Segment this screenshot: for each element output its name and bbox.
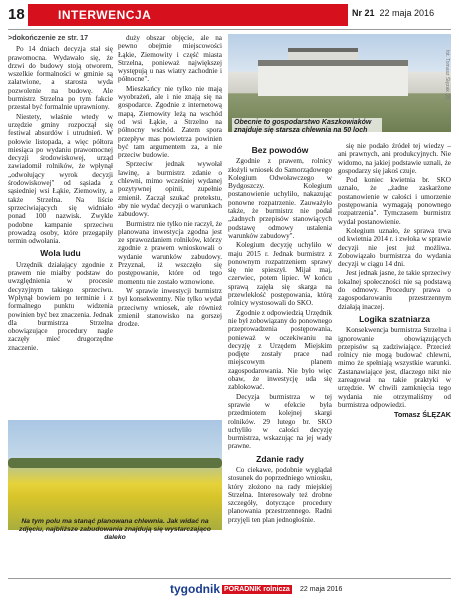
paragraph: się nie podało źródeł tej wiedzy – ani prawnych, ani produkcyjnych. Nie widomo, na jakiej podstawie uznali, że gospodarzy się jakoś czuje. (338, 142, 451, 175)
paragraph: Konsekwencja burmistrza Strzelna i ignorowanie obowiązujących przepisów są zadziwiające. Przecież rolnicy nie mogą budować chlewni, mimo że spełniają wszystkie warunki. Zastanawiające jest, dlaczego nikt nie zareagował na takie praktyki w urzędzie. W chwili zamknięcia tego wydania nie otrzymaliśmy od burmistrza odpowiedzi. (338, 326, 451, 409)
treeline-shape (8, 458, 222, 468)
issue-info (352, 8, 434, 18)
brand-badge: PORADNIK rolnicza (224, 586, 290, 594)
page-header (0, 0, 459, 30)
paragraph: Jest jednak jasne, że takie sprzeciwy lokalnej społeczności nie są podstawą do odmowy. Procedury prawa o zagospodarowaniu przestrzennym działają inaczej. (338, 269, 451, 311)
field-photo-caption: Na tym polu ma stanąć planowana chlewnia. Jak widać na zdjęciu, najbliższe zabudowania znajdują się wystarczająco daleko (19, 518, 211, 541)
field-photo (8, 420, 222, 530)
paragraph: Sprzeciw jednak wywołał lawinę, a burmistrz zdanie o chlewni, mimo wcześniej wydanej pozytywnej opinii, zupełnie zmienił. Zaczął szukać pretekstu, aby nie wydać decyzji o warunkach zabudowy. (118, 160, 222, 219)
paragraph: Zgodnie z prawem, rolnicy złożyli wniosek do Samorządowego Kolegium Odwoławczego w Bydgoszczy. Kolegium postanowienie uchyliło, nakazując ponowne rozpatrzenie. Zauważyło także, że burmistrz nie podał „żadnych przepisów stanowiących podstawę odmowy ustalenia warunków zabudowy". (228, 157, 332, 240)
section-title: INTERWENCJA (28, 4, 348, 26)
subheading-wola-ludu: Wola ludu (40, 248, 81, 259)
subheading-logika-szatniarza: Logika szatniarza (359, 313, 430, 324)
issue-date: 22 maja 2016 (379, 8, 435, 18)
subheading-bez-powodow: Bez powodów (251, 145, 309, 155)
paragraph: Kolegium decyzję uchyliło w maju 2015 r. Jednak burmistrz z ponownym rozpatrzeniem sprawy się nie spieszył. Mijał maj, czerwiec, potem lipiec. W końcu sprawą zajęła się skarga na przewlekłość postępowania, którą rolnicy wystosowali do SKO. (228, 241, 332, 308)
paragraph: duży obszar objęcie, ale na pewno obejmie miejscowości Łąkie, Ziemowity i część miasta Strzelna, ponieważ największej występują u nas wiatry zachodnie i północne". (118, 34, 222, 84)
column-2 (118, 34, 222, 329)
paragraph: W sprawie inwestycji burmistrz był konsekwentny. Nie tylko wydał przeciwny wniosek, ale również zmienił stanowisko na gorszej drodze. (118, 286, 222, 329)
paragraph: Niestety, właśnie wtedy w urzędzie gminy rozpoczął się festiwal absurdów i utrudnień. W połowie listopada, a więc półtora miesiąca po wydaniu prawomocnej decyzji środowiskowej, urząd zawiadomił rolników, że wpłynął „odwołujący wyrok decyzji środowiskowej" od sąsiada z sąsiedniej wsi Łąkie, Ziemowity, a także Strzelna. Na liście sprzeciwiających się widniało ponad 100 nazwisk. Zwykle podobne kampanie sprzeciwu prowadzą osoby, które przegapiły termin odwołania. (8, 112, 113, 246)
photo-credit: fot. Tomasz Ślęzak (2) (444, 50, 450, 100)
column-1 (8, 34, 113, 353)
paragraph: Zgodnie z odpowiedzią Urzędnik nie był zobowiązany do ponownego przeprowadzenia postępowania, ponieważ w oczekiwaniu na decyzję z Urzędem Miejskim podjęte zostały prace nad miejscowym planem zagospodarowania. Nie było więc obaw, że inwestycję uda się zablokować. (228, 308, 332, 392)
header-rule (8, 29, 451, 30)
column-4 (338, 142, 451, 420)
paragraph: Urzędnik działający zgodnie z prawem nie miałby podstaw do uwzględnienia w procesie decyzyjnym takiego sprzeciwu. Wpłynął bowiem po terminie i z formalnego punktu widzenia powinien być bez znaczenia. Jednak dla burmistrza Strzelna obowiązujące procedury nagle zaczęły mieć drugorzędne znaczenie. (8, 260, 113, 352)
subheading-zdanie-rady: Zdanie rady (256, 453, 304, 464)
footer-date: 22 maja 2016 (300, 586, 343, 593)
page-number: 18 (8, 6, 25, 23)
paragraph: Co ciekawe, podobnie wyglądał stosunek do poprzedniego wniosku, który złożono na rady miejskiej Strzelna. Interesowały też drobne szczegóły, dotyczące procedury planowania przestrzennego. Radni przyjęli ten plan jednogłośnie. (228, 465, 332, 524)
continuation-note: >dokończenie ze str. 17 (8, 33, 89, 42)
footer-rule (8, 578, 451, 579)
paragraph: Mieszkańcy nie tylko nie mają wyobrażeń, ale i nie znają się na gospodarce. Zgodnie z internetową mapą, Ziemowity leżą na wschód od wsi Łąkie, a Strzelno na północny wschód. Zatem spora przepływ mas powietrza powinien być tam argumentem za, a nie przeciw budowie. (118, 84, 222, 160)
farm-photo-caption: Obecnie to gospodarstwo Kaszkowiaków znajduje się starsza chlewnia na 50 loch (232, 118, 382, 136)
paragraph: Kolegium uznało, że sprawa trwa od kwietnia 2014 r. i zwłoka w sprawie decyzji nie jest już możliwa. Zobowiązało burmistrza do wydania decyzji w ciągu 14 dni. (338, 226, 451, 269)
column-3 (228, 142, 332, 525)
issue-number: Nr 21 (352, 8, 375, 18)
paragraph: Pod koniec kwietnia br. SKO uznało, że „żadne zaskarżone postanowienie w całości i umorzenie postępowania wymagają ponownego rozpatrzenia". Tymczasem burmistrz wydał postanowienie. (338, 176, 451, 226)
brand-name: tygodnik (170, 582, 220, 596)
barn-shape (258, 60, 408, 96)
paragraph: Decyzja burmistrza w tej sprawie w efekcie była przedmiotem kolejnej skargi rolników. 29 lutego br. SKO uchyliło w całości decyzję burmistrza, wskazując na jej wady prawne. (228, 392, 332, 451)
author-signature: Tomasz ŚLĘZAK (394, 410, 451, 420)
paragraph: Po 14 dniach decyzja stał się prawomocna. Wydawało się, że drzwi do budowy stoją otworem, wszelkie formalności w gminie są załatwione, a starosta wyda pozwolenie na budowę. Ale burmistrz Strzelna po tym fakcie przestał być formalnie uprawniony. (8, 45, 113, 112)
footer-brand (170, 582, 292, 596)
paragraph: Burmistrz nie tylko nie raczył, że planowana inwestycja zgodna jest ze sprawozdaniem rolników, którzy zgodnie z prawem wnioskowali o wydanie warunków zabudowy. Przyznał, iż wszczęło się postępowanie, które od tego momentu nie zostało wznowione. (118, 219, 222, 286)
